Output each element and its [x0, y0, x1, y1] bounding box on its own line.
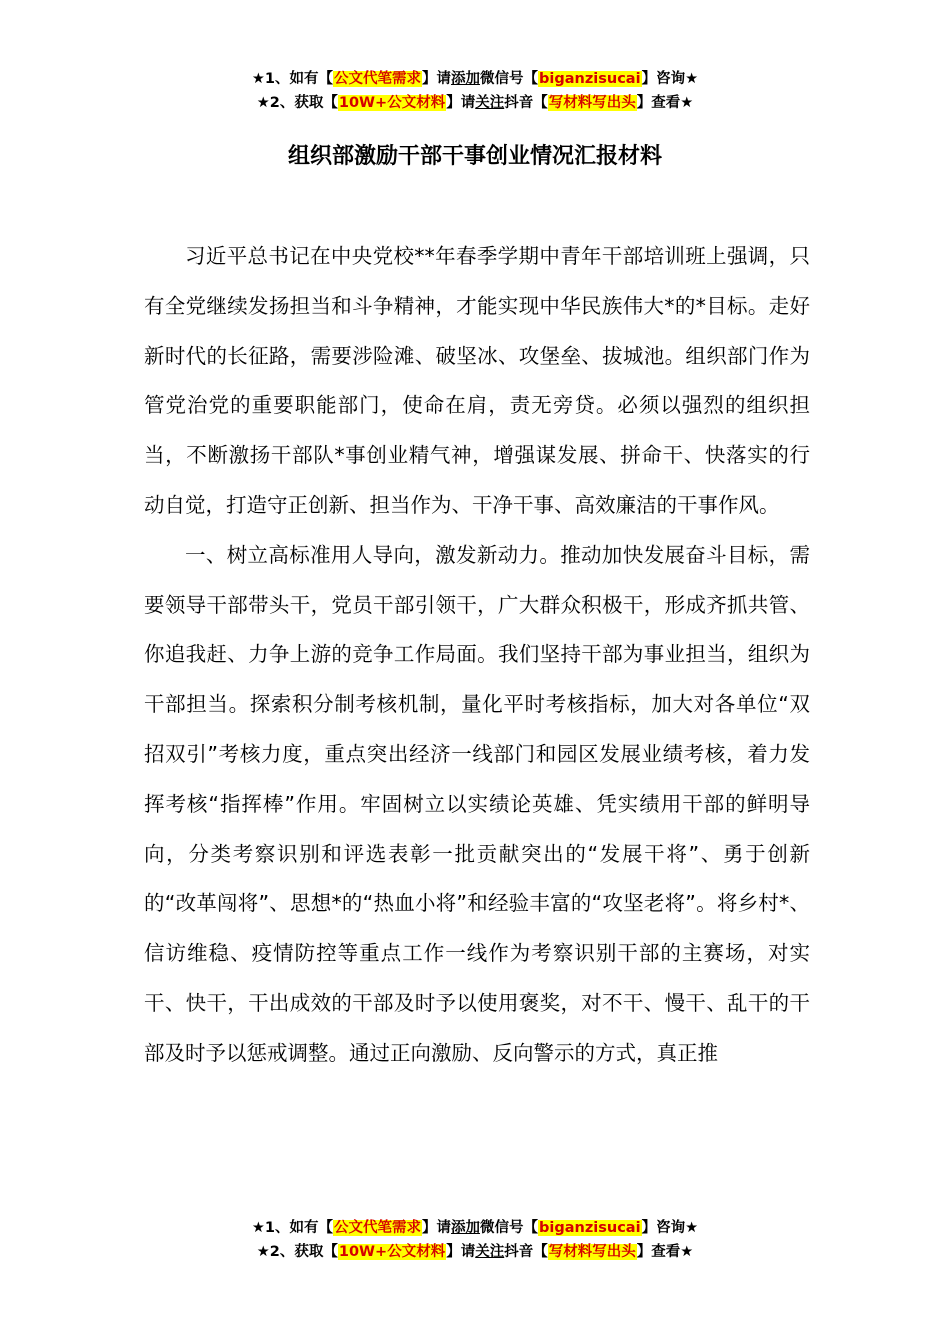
- banner-highlight: 10W+公文材料: [338, 95, 446, 111]
- banner-highlight: 写材料写出头: [548, 95, 636, 111]
- body-paragraph: 习近平总书记在中央党校**年春季学期中青年干部培训班上强调，只有全党继续发扬担当和斗争精神，才能实现中华民族伟大*的*目标。走好新时代的长征路，需要涉险滩、破坚冰、攻堡垒、拔城池。组织部门作为管党治党的重要职能部门，使命在肩，责无旁贷。必须以强烈的组织担当，不断激扬干部队*事创业精气神，增强谋发展、拼命干、快落实的行动自觉，打造守正创新、担当作为、干净干事、高效廉洁的干事作风。: [144, 244, 810, 517]
- banner-text: ★2、获取【: [256, 1244, 338, 1260]
- banner-text: 】咨询★: [641, 1220, 699, 1236]
- banner-line-2: [0, 91, 950, 115]
- banner-highlight: 公文代笔需求: [334, 1220, 422, 1236]
- banner-line-1: [0, 67, 950, 91]
- header-banner: [0, 67, 950, 115]
- document-title: 组织部激励干部干事创业情况汇报材料: [287, 144, 662, 169]
- banner-text: 】咨询★: [641, 71, 699, 87]
- banner-text: 】请: [422, 71, 452, 87]
- banner-highlight: 公文代笔需求: [334, 71, 422, 87]
- banner-underlined: 关注: [475, 1244, 505, 1260]
- banner-text: ★2、获取【: [256, 95, 338, 111]
- banner-text: 】查看★: [636, 95, 694, 111]
- banner-text: ★1、如有【: [251, 71, 334, 87]
- document-body: [144, 232, 810, 1079]
- banner-underlined: 关注: [475, 95, 505, 111]
- banner-text: 抖音【: [504, 1244, 548, 1260]
- banner-underlined: 添加: [451, 1220, 481, 1236]
- banner-highlight: biganzisucai: [539, 1220, 641, 1236]
- banner-text: 微信号【: [480, 1220, 539, 1236]
- banner-highlight: biganzisucai: [539, 71, 641, 87]
- body-paragraph: 一、树立高标准用人导向，激发新动力。推动加快发展奋斗目标，需要领导干部带头干，党员干部引领干，广大群众积极干，形成齐抓共管、你追我赶、力争上游的竞争工作局面。我们坚持干部为事业担当，组织为干部担当。探索积分制考核机制，量化平时考核指标，加大对各单位“双招双引”考核力度，重点突出经济一线部门和园区发展业绩考核，着力发挥考核“指挥棒”作用。牢固树立以实绩论英雄、凭实绩用干部的鲜明导向，分类考察识别和评选表彰一批贡献突出的“发展干将”、勇于创新的“改革闯将”、思想*的“热血小将”和经验丰富的“攻坚老将”。将乡村*、信访维稳、疫情防控等重点工作一线作为考察识别干部的主赛场，对实干、快干，干出成效的干部及时予以使用褒奖，对不干、慢干、乱干的干部及时予以惩戒调整。通过正向激励、反向警示的方式，真正推: [144, 542, 810, 1065]
- banner-underlined: 添加: [451, 71, 481, 87]
- banner-highlight: 10W+公文材料: [338, 1244, 446, 1260]
- banner-text: 】请: [422, 1220, 452, 1236]
- banner-line-2: [0, 1240, 950, 1264]
- banner-text: 】请: [446, 1244, 476, 1260]
- banner-text: 抖音【: [504, 95, 548, 111]
- banner-text: 】请: [446, 95, 476, 111]
- footer-banner: [0, 1216, 950, 1264]
- banner-line-1: [0, 1216, 950, 1240]
- banner-text: ★1、如有【: [251, 1220, 334, 1236]
- banner-highlight: 写材料写出头: [548, 1244, 636, 1260]
- banner-text: 微信号【: [480, 71, 539, 87]
- banner-text: 】查看★: [636, 1244, 694, 1260]
